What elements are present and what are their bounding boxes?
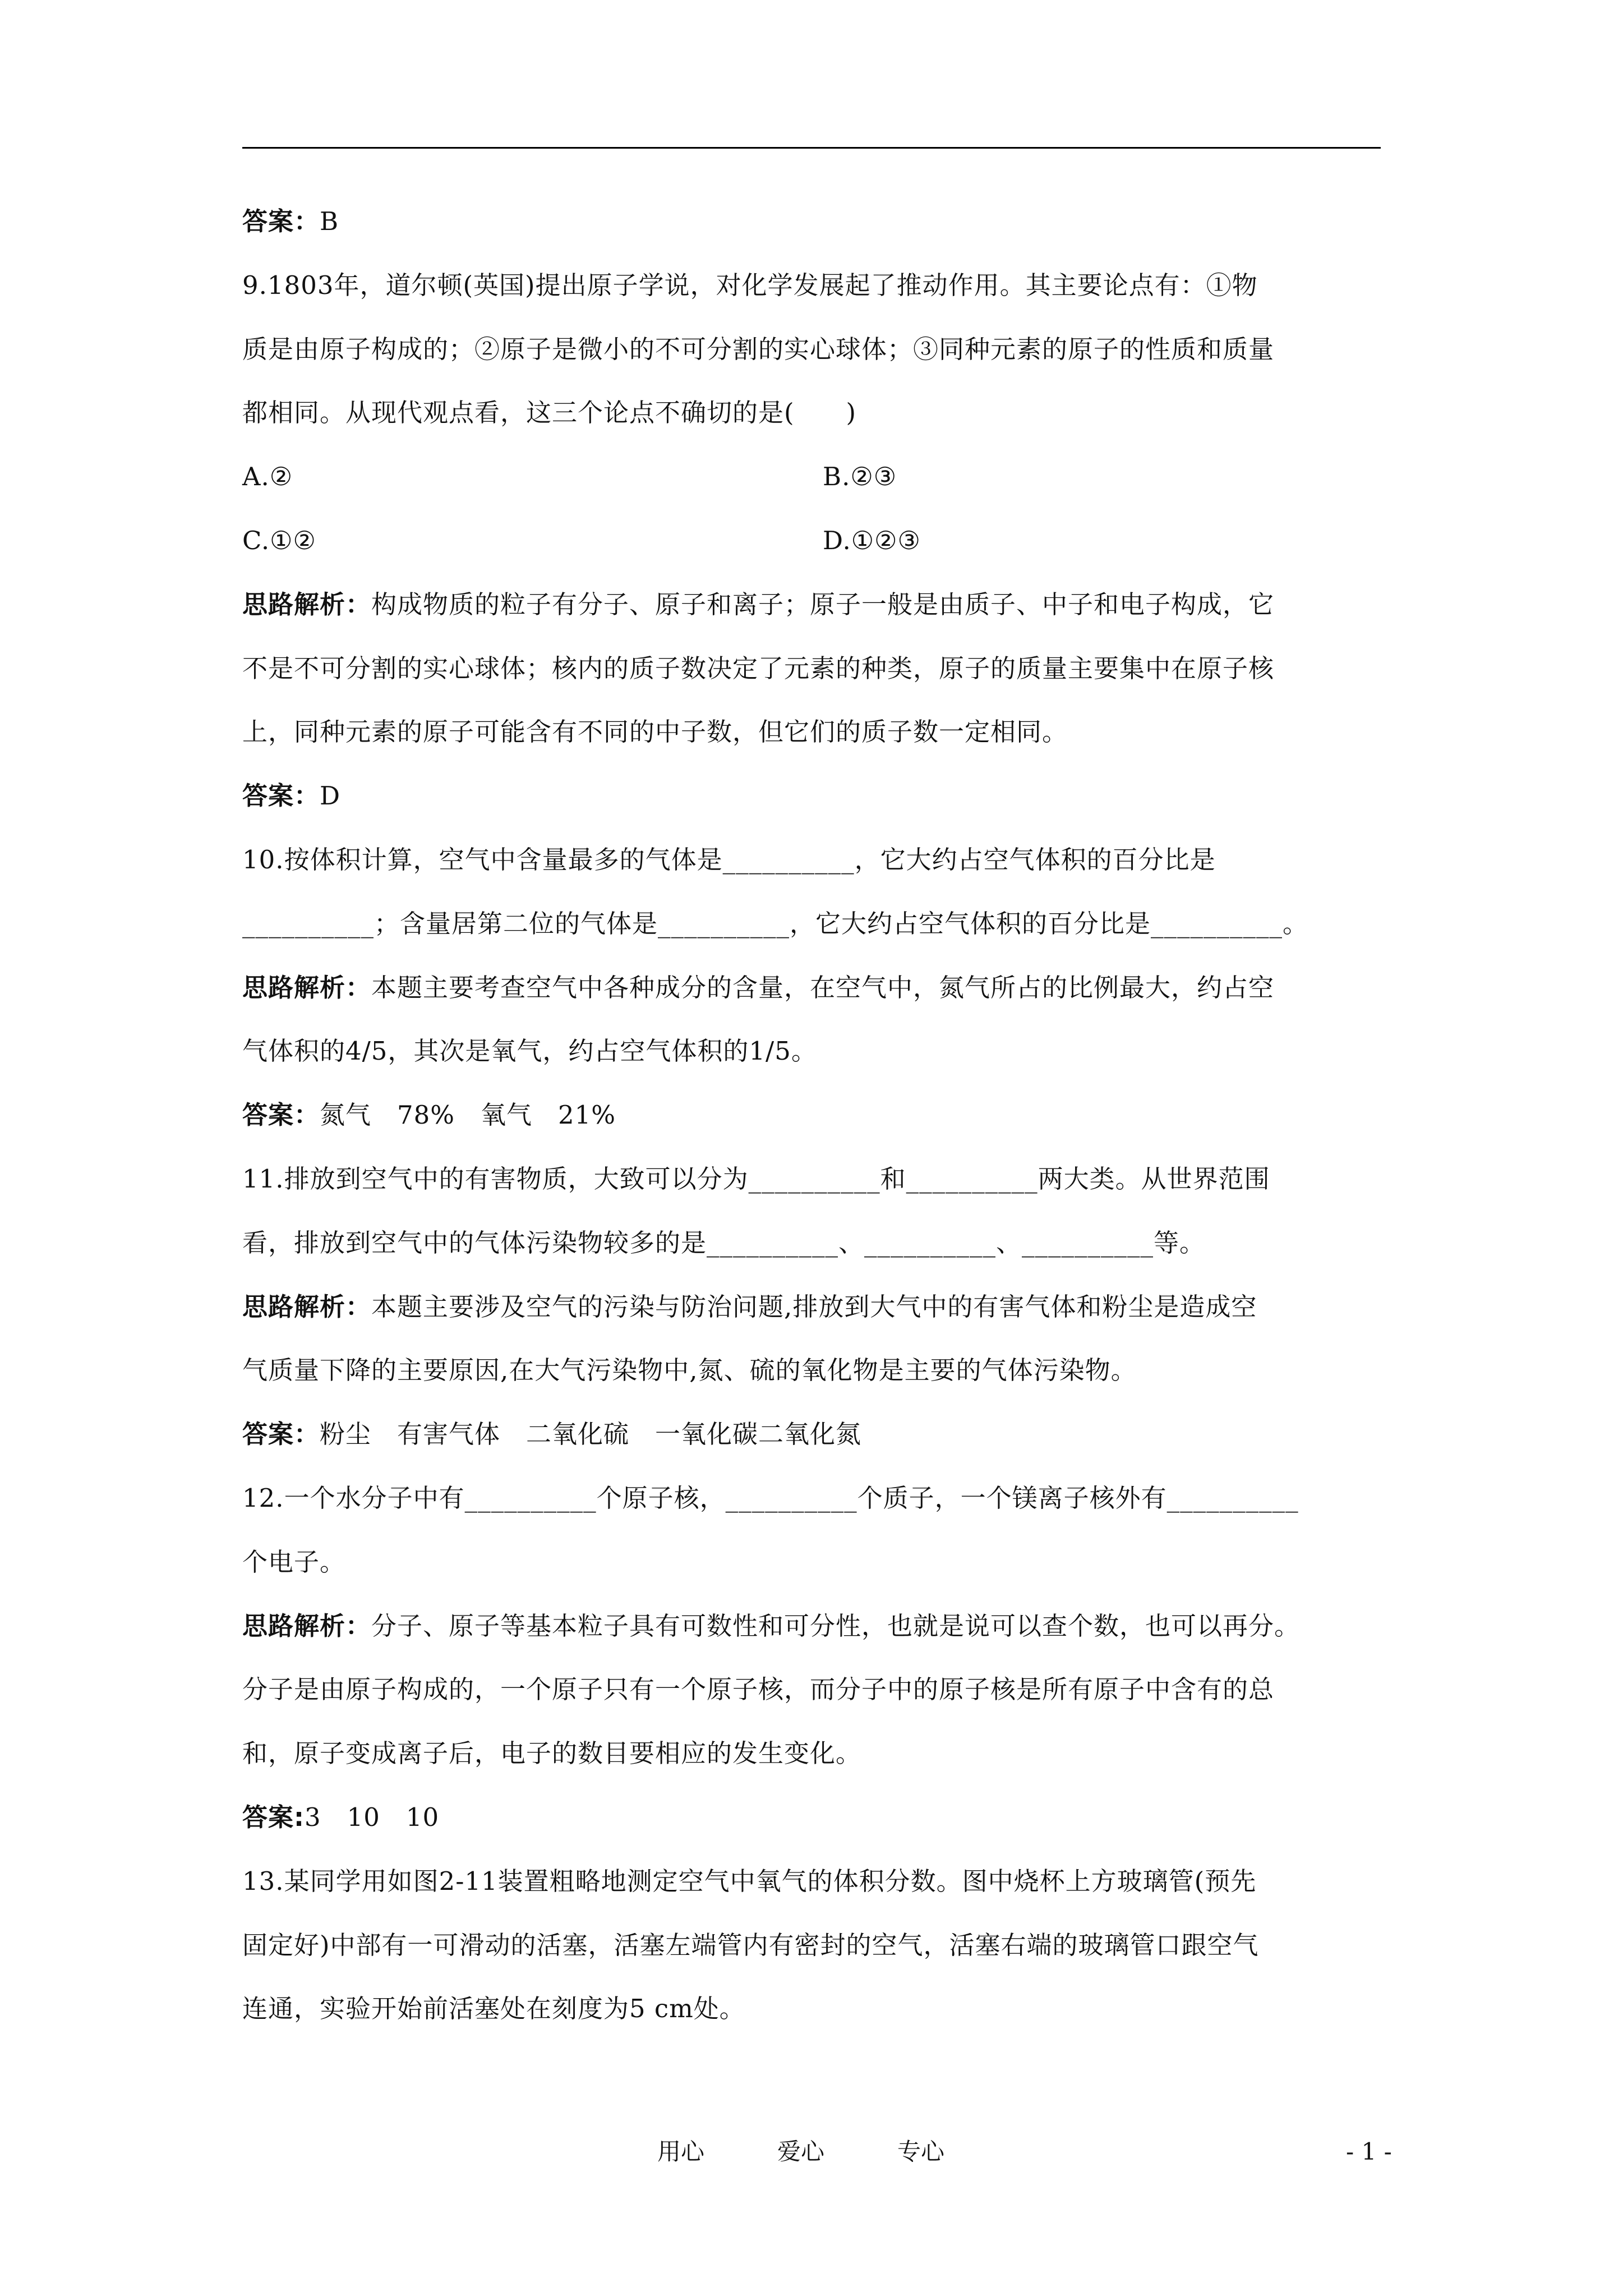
text-line: [242, 1418, 1381, 1451]
text-line: [242, 1673, 1381, 1706]
line-text: 分子、原子等基本粒子具有可数性和可分性，也就是说可以查个数，也可以再分。: [371, 1611, 1301, 1641]
option-b: B.②③: [823, 462, 897, 492]
text-line: [242, 843, 1381, 877]
line-text: 气体积的4/5，其次是氧气，约占空气体积的1/5。: [242, 1036, 817, 1066]
option-a: A.②: [242, 462, 293, 492]
text-line: [242, 1290, 1381, 1324]
text-line: [242, 396, 1381, 430]
header-rule: [242, 147, 1381, 149]
text-line: [242, 715, 1381, 749]
options-row-2: [242, 524, 1381, 558]
line-text: __________；含量居第二位的气体是__________，它大约占空气体积的百分比是__________。: [242, 908, 1309, 938]
line-label: 思路解析：: [242, 972, 372, 1002]
line-text: 分子是由原子构成的，一个原子只有一个原子核，而分子中的原子核是所有原子中含有的总: [242, 1674, 1275, 1705]
text-line: [242, 907, 1381, 941]
line-label: 答案：: [242, 781, 320, 811]
line-text: 构成物质的粒子有分子、原子和离子；原子一般是由质子、中子和电子构成，它: [371, 589, 1275, 619]
line-text: 13.某同学用如图2-11装置粗略地测定空气中氧气的体积分数。图中烧杯上方玻璃管(预先: [242, 1866, 1257, 1896]
line-text: 11.排放到空气中的有害物质，大致可以分为__________和__________两大类。从世界范围: [242, 1163, 1270, 1194]
line-text: 10.按体积计算，空气中含量最多的气体是__________，它大约占空气体积的百分比是: [242, 844, 1216, 875]
line-text: B: [320, 206, 339, 236]
page-number: - 1 -: [1346, 2138, 1392, 2165]
line-label: 答案：: [242, 1419, 320, 1450]
line-label: 思路解析：: [242, 589, 372, 619]
page-footer: [0, 2135, 1623, 2169]
line-text: 上，同种元素的原子可能含有不同的中子数，但它们的质子数一定相同。: [242, 717, 1068, 747]
line-label: 答案:: [242, 1802, 305, 1832]
footer-motto-1: 用心: [657, 2138, 705, 2165]
text-line: [242, 1801, 1381, 1834]
text-line: [242, 333, 1381, 366]
line-text: 和，原子变成离子后，电子的数目要相应的发生变化。: [242, 1738, 862, 1769]
line-text: 质是由原子构成的；②原子是微小的不可分割的实心球体；③同种元素的原子的性质和质量: [242, 334, 1275, 364]
line-text: 3 10 10: [305, 1802, 440, 1832]
text-line: [242, 1992, 1381, 2026]
footer-motto-3: 专心: [897, 2138, 945, 2165]
line-text: 不是不可分割的实心球体；核内的质子数决定了元素的种类，原子的质量主要集中在原子核: [242, 653, 1275, 683]
text-line: [242, 269, 1381, 302]
footer-motto: [657, 2135, 944, 2169]
line-text: D: [320, 781, 341, 811]
text-line: [242, 1865, 1381, 1898]
line-label: 思路解析：: [242, 1611, 372, 1641]
line-text: 9.1803年，道尔顿(英国)提出原子学说，对化学发展起了推动作用。其主要论点有：①物: [242, 270, 1258, 300]
line-text: 都相同。从现代观点看，这三个论点不确切的是( ): [242, 398, 857, 428]
line-text: 12.一个水分子中有__________个原子核，__________个质子，一个镁离子核外有__________: [242, 1483, 1299, 1513]
line-text: 粉尘 有害气体 二氧化硫 一氧化碳二氧化氮: [320, 1419, 862, 1450]
text-line: [242, 1737, 1381, 1770]
line-text: 本题主要考查空气中各种成分的含量，在空气中，氮气所占的比例最大，约占空: [371, 972, 1275, 1002]
text-line: [242, 1098, 1381, 1132]
text-line: [242, 1545, 1381, 1579]
line-label: 思路解析：: [242, 1291, 372, 1322]
options-row-1: [242, 460, 1381, 494]
line-text: 个电子。: [242, 1547, 346, 1577]
text-line: [242, 1162, 1381, 1196]
text-line: [242, 588, 1381, 622]
text-line: [242, 1034, 1381, 1068]
text-line: [242, 971, 1381, 1005]
option-c: C.①②: [242, 525, 316, 555]
text-line: [242, 1481, 1381, 1515]
text-line: [242, 1226, 1381, 1260]
text-line: [242, 1929, 1381, 1962]
line-text: 本题主要涉及空气的污染与防治问题,排放到大气中的有害气体和粉尘是造成空: [371, 1291, 1257, 1322]
line-label: 答案：: [242, 1100, 320, 1130]
line-text: 气质量下降的主要原因,在大气污染物中,氮、硫的氧化物是主要的气体污染物。: [242, 1355, 1137, 1386]
line-text: 氮气 78% 氧气 21%: [320, 1100, 616, 1130]
line-text: 看，排放到空气中的气体污染物较多的是__________、__________、__________等。: [242, 1227, 1206, 1258]
footer-motto-2: 爱心: [777, 2138, 825, 2165]
text-line: [242, 205, 1381, 238]
text-line: [242, 1354, 1381, 1387]
line-label: 答案：: [242, 206, 320, 236]
line-text: 连通，实验开始前活塞处在刻度为5 cm处。: [242, 1994, 745, 2024]
line-text: 固定好)中部有一可滑动的活塞，活塞左端管内有密封的空气，活塞右端的玻璃管口跟空气: [242, 1930, 1259, 1960]
text-line: [242, 1609, 1381, 1643]
option-d: D.①②③: [823, 525, 921, 555]
document-body: [242, 205, 1381, 2056]
text-line: [242, 652, 1381, 685]
text-line: [242, 779, 1381, 813]
